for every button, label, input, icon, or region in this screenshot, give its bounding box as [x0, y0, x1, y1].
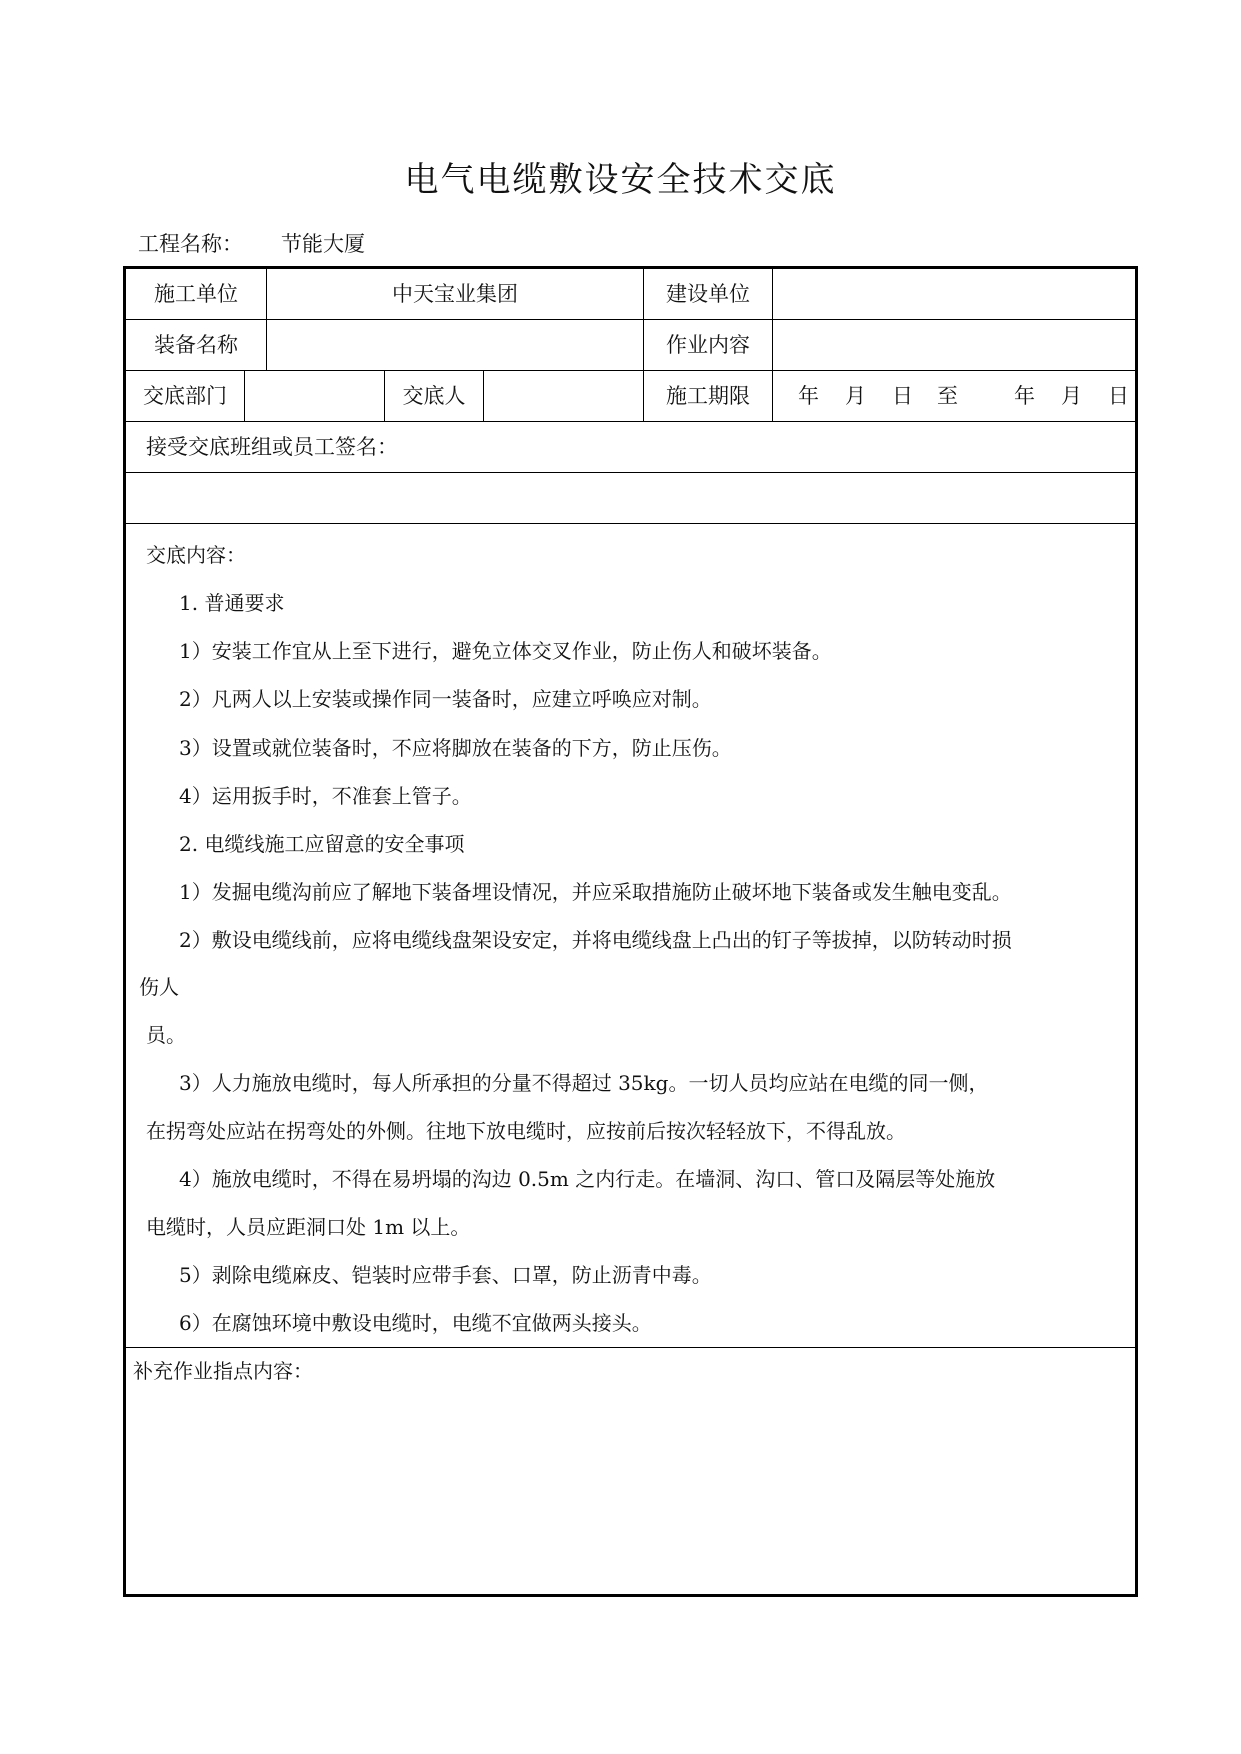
content-line: 电缆时，人员应距洞口处 1m 以上。: [146, 1215, 471, 1239]
row-divider: [126, 523, 1135, 524]
project-name-value: 节能大厦: [281, 232, 365, 256]
construction-period-label: 施工期限: [666, 384, 750, 408]
column-divider: [244, 370, 245, 421]
supplement-heading: 补充作业指点内容：: [133, 1359, 313, 1383]
disclosure-dept-label: 交底部门: [143, 384, 227, 408]
period-year-start: 年: [798, 384, 819, 408]
content-line: 5）剥除电缆麻皮、铠装时应带手套、口罩，防止沥青中毒。: [179, 1263, 712, 1287]
document-title: 电气电缆敷设安全技术交底: [404, 160, 837, 200]
period-to: 至: [937, 384, 958, 408]
content-line: 1）发掘电缆沟前应了解地下装备埋设情况，并应采取措施防止破坏地下装备或发生触电变乱。: [179, 880, 1012, 904]
signature-label: 接受交底班组或员工签名：: [146, 435, 398, 459]
content-line: 2. 电缆线施工应留意的安全事项: [179, 832, 465, 856]
disclosure-form-table: [123, 266, 1138, 1597]
construction-period-dates: [798, 371, 1129, 421]
construction-unit-value: 中天宝业集团: [392, 282, 518, 306]
build-unit-label: 建设单位: [666, 282, 750, 306]
period-day-start: 日: [892, 384, 913, 408]
period-month-end: 月: [1061, 384, 1082, 408]
discloser-label: 交底人: [402, 384, 466, 408]
project-name-label: 工程名称：: [138, 232, 243, 256]
content-line: 6）在腐蚀环境中敷设电缆时，电缆不宜做两头接头。: [179, 1311, 652, 1335]
period-month-start: 月: [845, 384, 866, 408]
content-line: 员。: [146, 1023, 186, 1047]
column-divider: [483, 370, 484, 421]
equipment-name-label: 装备名称: [154, 333, 238, 357]
content-line: 4）施放电缆时，不得在易坍塌的沟边 0.5m 之内行走。在墙洞、沟口、管口及隔层等处施放: [179, 1167, 996, 1191]
content-line: 1. 普通要求: [179, 591, 285, 615]
construction-unit-label: 施工单位: [154, 282, 238, 306]
content-line: 3）人力施放电缆时，每人所承担的分量不得超过 35kg。一切人员均应站在电缆的同一侧，: [179, 1071, 989, 1095]
content-line: 2）凡两人以上安装或操作同一装备时，应建立呼唤应对制。: [179, 687, 712, 711]
project-name-row: [138, 228, 365, 258]
content-line: 3）设置或就位装备时，不应将脚放在装备的下方，防止压伤。: [179, 736, 732, 760]
content-heading: 交底内容：: [146, 543, 246, 567]
content-line: 伤人: [139, 975, 179, 999]
work-content-label: 作业内容: [666, 333, 750, 357]
content-line: 4）运用扳手时，不准套上管子。: [179, 784, 472, 808]
row-divider: [126, 472, 1135, 473]
period-day-end: 日: [1108, 384, 1129, 408]
content-line: 2）敷设电缆线前，应将电缆线盘架设安定，并将电缆线盘上凸出的钉子等拔掉，以防转动时损: [179, 928, 1012, 952]
content-line: 在拐弯处应站在拐弯处的外侧。往地下放电缆时，应按前后按次轻轻放下，不得乱放。: [146, 1119, 906, 1143]
row-divider: [126, 1347, 1135, 1348]
period-year-end: 年: [1014, 384, 1035, 408]
content-line: 1）安装工作宜从上至下进行，避免立体交叉作业，防止伤人和破坏装备。: [179, 639, 832, 663]
row-divider: [126, 319, 1135, 320]
column-divider: [772, 269, 773, 421]
